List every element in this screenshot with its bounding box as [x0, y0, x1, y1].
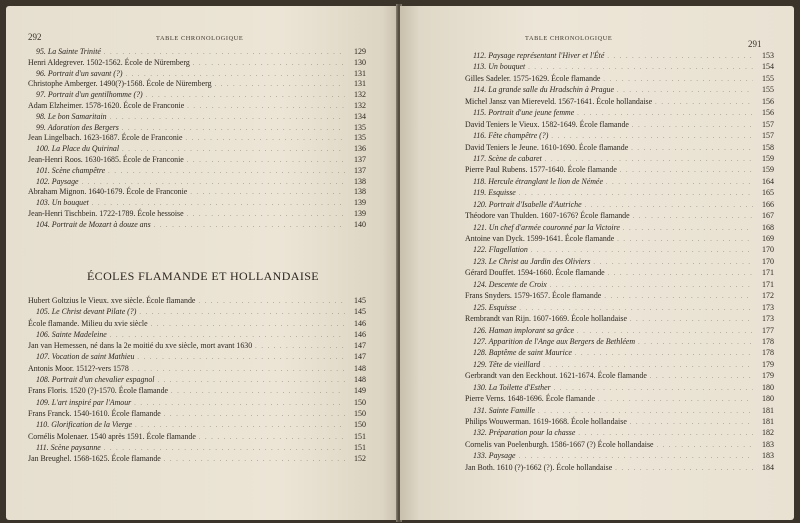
entry-title: Jan van Hemessen, né dans la 2e moitié du xve siècle, mort avant 1630	[28, 341, 253, 351]
right-page	[400, 6, 794, 520]
entry-title: Abraham Mignon. 1640-1679. École de Franconie	[28, 187, 188, 197]
artist-entry	[28, 101, 366, 112]
artist-entry	[465, 233, 774, 244]
entry-list-top	[28, 47, 366, 231]
entry-page-number: 148	[354, 375, 366, 385]
entry-title: Antoine van Dyck. 1599-1641. École flamande	[465, 234, 615, 243]
artwork-entry	[28, 144, 366, 155]
entry-title: 106. Sainte Madeleine	[36, 329, 107, 339]
artwork-entry	[28, 220, 366, 231]
entry-page-number: 152	[354, 454, 366, 464]
artwork-entry	[465, 107, 774, 118]
entry-title: 97. Portrait d'un gentilhomme (?)	[36, 90, 143, 100]
entry-title: Hubert Goltzius le Vieux. xve siècle. École flamande	[28, 296, 196, 305]
entry-page-number: 139	[354, 198, 366, 208]
entry-title: 130. La Toilette d'Esther	[473, 382, 551, 392]
entry-page-number: 155	[762, 85, 774, 95]
artist-entry	[28, 133, 366, 144]
entry-title: 102. Paysage	[36, 176, 79, 186]
entry-page-number: 179	[762, 371, 774, 381]
artwork-entry	[28, 306, 366, 317]
entry-page-number: 167	[762, 211, 774, 221]
entry-title: 122. Flagellation	[473, 245, 528, 255]
artwork-entry	[28, 90, 366, 101]
artist-entry	[465, 462, 774, 473]
entry-title: 101. Scène champêtre	[36, 165, 106, 175]
entry-title: 124. Descente de Croix	[473, 279, 547, 289]
entry-page-number: 181	[762, 405, 774, 415]
entry-title: Frans Floris. 1520 (?)-1570. École flamande	[28, 386, 169, 396]
artist-entry	[465, 210, 774, 221]
entry-title: 119. Esquisse	[473, 188, 516, 198]
entry-title: 114. La grande salle du Hradschin à Prague	[473, 85, 615, 95]
artwork-entry	[28, 374, 366, 385]
entry-title: 126. Haman implorant sa grâce	[473, 325, 575, 335]
entry-title: École flamande. Milieu du xvie siècle	[28, 318, 148, 328]
entry-page-number: 172	[762, 291, 774, 301]
entry-page-number: 178	[762, 336, 774, 346]
entry-page-number: 130	[354, 57, 366, 67]
artist-entry	[28, 453, 366, 464]
artwork-entry	[28, 166, 366, 177]
entry-title: 99. Adoration des Bergers	[36, 122, 119, 132]
entry-page-number: 132	[354, 100, 366, 110]
running-head: TABLE CHRONOLOGIQUE	[525, 35, 613, 42]
entry-page-number: 148	[354, 363, 366, 373]
artwork-entry	[28, 69, 366, 80]
entry-page-number: 173	[762, 314, 774, 324]
entry-title: 123. Le Christ au Jardin des Oliviers	[473, 256, 591, 266]
entry-page-number: 150	[354, 408, 366, 418]
entry-page-number: 173	[762, 302, 774, 312]
entry-page-number: 137	[354, 154, 366, 164]
artist-entry	[28, 363, 366, 374]
artist-entry	[465, 416, 774, 427]
entry-page-number: 150	[354, 397, 366, 407]
artist-entry	[465, 142, 774, 153]
artwork-entry	[465, 130, 774, 141]
entry-title: Frans Snyders. 1579-1657. École flamande	[465, 291, 602, 301]
entry-page-number: 164	[762, 176, 774, 186]
entry-title: 95. La Sainte Trinité	[36, 47, 101, 56]
page-number: 291	[748, 39, 762, 49]
artwork-entry	[28, 177, 366, 188]
entry-page-number: 156	[762, 108, 774, 118]
artwork-entry	[465, 336, 774, 347]
entry-title: Cornelis van Poelenburgh. 1586-1667 (?) École hollandaise	[465, 439, 654, 449]
entry-title: Frans Franck. 1540-1610. École flamande	[28, 408, 161, 418]
artwork-entry	[465, 450, 774, 461]
entry-title: 118. Hercule étranglant le lion de Némée	[473, 176, 603, 186]
artwork-entry	[28, 329, 366, 340]
artwork-entry	[28, 351, 366, 362]
entry-page-number: 136	[354, 144, 366, 154]
artwork-entry	[465, 347, 774, 358]
artwork-entry	[465, 382, 774, 393]
artist-entry	[28, 408, 366, 419]
entry-title: 100. La Place du Quirinal	[36, 144, 120, 154]
artist-entry	[28, 209, 366, 220]
entry-page-number: 151	[354, 431, 366, 441]
artwork-entry	[28, 419, 366, 430]
artwork-entry	[465, 84, 774, 95]
entry-page-number: 147	[354, 341, 366, 351]
entry-page-number: 178	[762, 348, 774, 358]
entry-page-number: 183	[762, 451, 774, 461]
artwork-entry	[28, 198, 366, 209]
artwork-entry	[28, 397, 366, 408]
entry-title: Pierre Verns. 1648-1696. École flamande	[465, 394, 596, 404]
artist-entry	[28, 58, 366, 69]
entry-page-number: 156	[762, 96, 774, 106]
entry-page-number: 146	[354, 329, 366, 339]
entry-title: 127. Apparition de l'Ange aux Bergers de Bethléem	[473, 336, 636, 346]
entry-title: 120. Portrait d'Isabelle d'Autriche	[473, 199, 582, 209]
entry-page-number: 145	[354, 296, 366, 305]
artist-entry	[465, 393, 774, 404]
entry-page-number: 138	[354, 187, 366, 197]
entry-title: Philips Wouwerman. 1619-1668. École hollandaise	[465, 417, 627, 426]
entry-page-number: 165	[762, 188, 774, 198]
entry-title: David Teniers le Vieux. 1582-1649. École flamande	[465, 119, 629, 129]
entry-title: 96. Portrait d'un savant (?)	[36, 68, 123, 78]
entry-title: Gerbrandt van den Eeckhout. 1621-1674. École flamande	[465, 371, 647, 381]
entry-title: Jan Breughel. 1568-1625. École flamande	[28, 454, 161, 464]
entry-page-number: 132	[354, 90, 366, 100]
entry-title: Théodore van Thulden. 1607-1676? École flamande	[465, 211, 630, 221]
artist-entry	[465, 73, 774, 84]
entry-title: 107. Vocation de saint Mathieu	[36, 352, 135, 362]
artwork-entry	[465, 244, 774, 255]
page-number: 292	[28, 32, 42, 42]
entry-title: 103. Un bouquet	[36, 198, 89, 208]
entry-page-number: 168	[762, 222, 774, 232]
entry-page-number: 159	[762, 165, 774, 175]
entry-page-number: 157	[762, 131, 774, 141]
entry-page-number: 139	[354, 208, 366, 218]
entry-list-bottom	[28, 295, 366, 464]
entry-title: 131. Sainte Famille	[473, 405, 536, 415]
artist-entry	[465, 96, 774, 107]
artist-entry	[28, 340, 366, 351]
artist-entry	[465, 119, 774, 130]
artwork-entry	[28, 123, 366, 134]
entry-page-number: 169	[762, 234, 774, 243]
running-head: TABLE CHRONOLOGIQUE	[156, 35, 244, 42]
entry-page-number: 177	[762, 325, 774, 335]
artist-entry	[465, 164, 774, 175]
entry-page-number: 129	[354, 47, 366, 56]
artwork-entry	[465, 50, 774, 61]
entry-title: 110. Glorification de la Vierge	[36, 420, 133, 430]
entry-page-number: 154	[762, 62, 774, 72]
entry-page-number: 182	[762, 428, 774, 438]
artwork-entry	[465, 222, 774, 233]
entry-title: Jan Both. 1610 (?)-1662 (?). École hollandaise	[465, 462, 613, 472]
artwork-entry	[465, 325, 774, 336]
artwork-entry	[28, 47, 366, 58]
dot-leader	[615, 464, 753, 475]
entry-list	[465, 50, 774, 473]
entry-page-number: 147	[354, 352, 366, 362]
artist-entry	[465, 313, 774, 324]
entry-title: 125. Esquisse	[473, 302, 517, 312]
artwork-entry	[28, 112, 366, 123]
entry-page-number: 149	[354, 386, 366, 396]
entry-title: Rembrandt van Rijn. 1607-1669. École hollandaise	[465, 314, 627, 324]
entry-page-number: 180	[762, 394, 774, 404]
artwork-entry	[28, 442, 366, 453]
left-page	[6, 6, 398, 520]
entry-page-number: 158	[762, 142, 774, 152]
entry-page-number: 171	[762, 268, 774, 278]
dot-leader	[164, 455, 345, 466]
entry-title: 133. Paysage	[473, 451, 516, 461]
entry-page-number: 171	[762, 279, 774, 289]
entry-title: 121. Un chef d'armée couronné par la Victoire	[473, 222, 620, 232]
entry-page-number: 179	[762, 359, 774, 369]
artwork-entry	[465, 199, 774, 210]
entry-title: Gilles Sadeler. 1575-1629. École flamande	[465, 73, 601, 83]
entry-title: Adam Elzheimer. 1578-1620. École de Franconie	[28, 100, 185, 110]
entry-page-number: 159	[762, 153, 774, 163]
artwork-entry	[465, 61, 774, 72]
entry-title: 105. Le Christ devant Pilate (?)	[36, 307, 137, 317]
entry-title: Henri Aldegrever. 1502-1562. École de Nüremberg	[28, 57, 190, 67]
entry-title: 132. Préparation pour la chasse	[473, 428, 576, 438]
entry-title: 109. L'art inspiré par l'Amour	[36, 397, 132, 407]
entry-title: 111. Scène paysanne	[36, 442, 101, 452]
entry-page-number: 170	[762, 256, 774, 266]
entry-title: Pierre Paul Rubens. 1577-1640. École flamande	[465, 165, 617, 175]
entry-page-number: 131	[354, 68, 366, 78]
artwork-entry	[465, 427, 774, 438]
entry-page-number: 138	[354, 176, 366, 186]
entry-page-number: 183	[762, 439, 774, 449]
artwork-entry	[465, 187, 774, 198]
entry-page-number: 150	[354, 420, 366, 430]
entry-title: Antonis Moor. 1512?-vers 1578	[28, 363, 129, 373]
section-title: ÉCOLES FLAMANDE ET HOLLANDAISE	[86, 269, 320, 283]
entry-title: 104. Portrait de Mozart à douze ans	[36, 219, 151, 229]
entry-page-number: 145	[354, 307, 366, 317]
entry-title: Gérard Douffet. 1594-1660. École flamande	[465, 268, 605, 278]
artist-entry	[28, 155, 366, 166]
entry-title: Jean-Henri Roos. 1630-1685. École de Franconie	[28, 154, 184, 164]
entry-page-number: 137	[354, 165, 366, 175]
artist-entry	[28, 385, 366, 396]
entry-page-number: 135	[354, 133, 366, 143]
artist-entry	[465, 290, 774, 301]
entry-page-number: 180	[762, 382, 774, 392]
artist-entry	[28, 187, 366, 198]
entry-page-number: 153	[762, 51, 774, 60]
artist-entry	[28, 79, 366, 90]
entry-title: Cornélis Molenaer. 1540 après 1591. École flamande	[28, 431, 196, 441]
entry-title: Michel Jansz van Miereveld. 1567-1641. École hollandaise	[465, 96, 653, 106]
entry-page-number: 157	[762, 119, 774, 129]
entry-page-number: 181	[762, 417, 774, 426]
entry-title: 129. Tête de vieillard	[473, 359, 541, 369]
entry-page-number: 131	[354, 79, 366, 89]
entry-page-number: 155	[762, 73, 774, 83]
artist-entry	[28, 318, 366, 329]
entry-title: 115. Portrait d'une jeune femme	[473, 108, 575, 118]
dot-leader	[154, 221, 345, 232]
artwork-entry	[465, 359, 774, 370]
artwork-entry	[465, 279, 774, 290]
entry-page-number: 184	[762, 462, 774, 472]
entry-page-number: 166	[762, 199, 774, 209]
artwork-entry	[465, 405, 774, 416]
artwork-entry	[465, 153, 774, 164]
artist-entry	[28, 431, 366, 442]
artist-entry	[465, 267, 774, 278]
entry-page-number: 134	[354, 111, 366, 121]
entry-title: 108. Portrait d'un chevalier espagnol	[36, 375, 155, 385]
artwork-entry	[465, 256, 774, 267]
entry-title: 113. Un bouquet	[473, 62, 526, 72]
entry-title: 98. Le bon Samaritain	[36, 111, 107, 121]
entry-title: 128. Baptême de saint Maurice	[473, 348, 572, 358]
entry-title: 116. Fête champêtre (?)	[473, 131, 549, 141]
entry-title: Jean-Henri Tischbein. 1722-1789. École hessoise	[28, 208, 184, 218]
artist-entry	[465, 439, 774, 450]
entry-page-number: 151	[354, 442, 366, 452]
entry-title: Christophe Amberger. 1490(?)-1568. École de Nüremberg	[28, 79, 212, 89]
artist-entry	[465, 370, 774, 381]
artist-entry	[28, 295, 366, 306]
entry-title: Jean Lingelbach. 1623-1687. École de Franconie	[28, 133, 183, 143]
entry-title: David Teniers le Jeune. 1610-1690. École flamande	[465, 142, 629, 152]
entry-page-number: 135	[354, 122, 366, 132]
entry-title: 112. Paysage représentant l'Hiver et l'Été	[473, 51, 605, 60]
artwork-entry	[465, 302, 774, 313]
artwork-entry	[465, 176, 774, 187]
entry-page-number: 140	[354, 219, 366, 229]
entry-page-number: 146	[354, 318, 366, 328]
entry-page-number: 170	[762, 245, 774, 255]
entry-title: 117. Scène de cabaret	[473, 153, 542, 163]
